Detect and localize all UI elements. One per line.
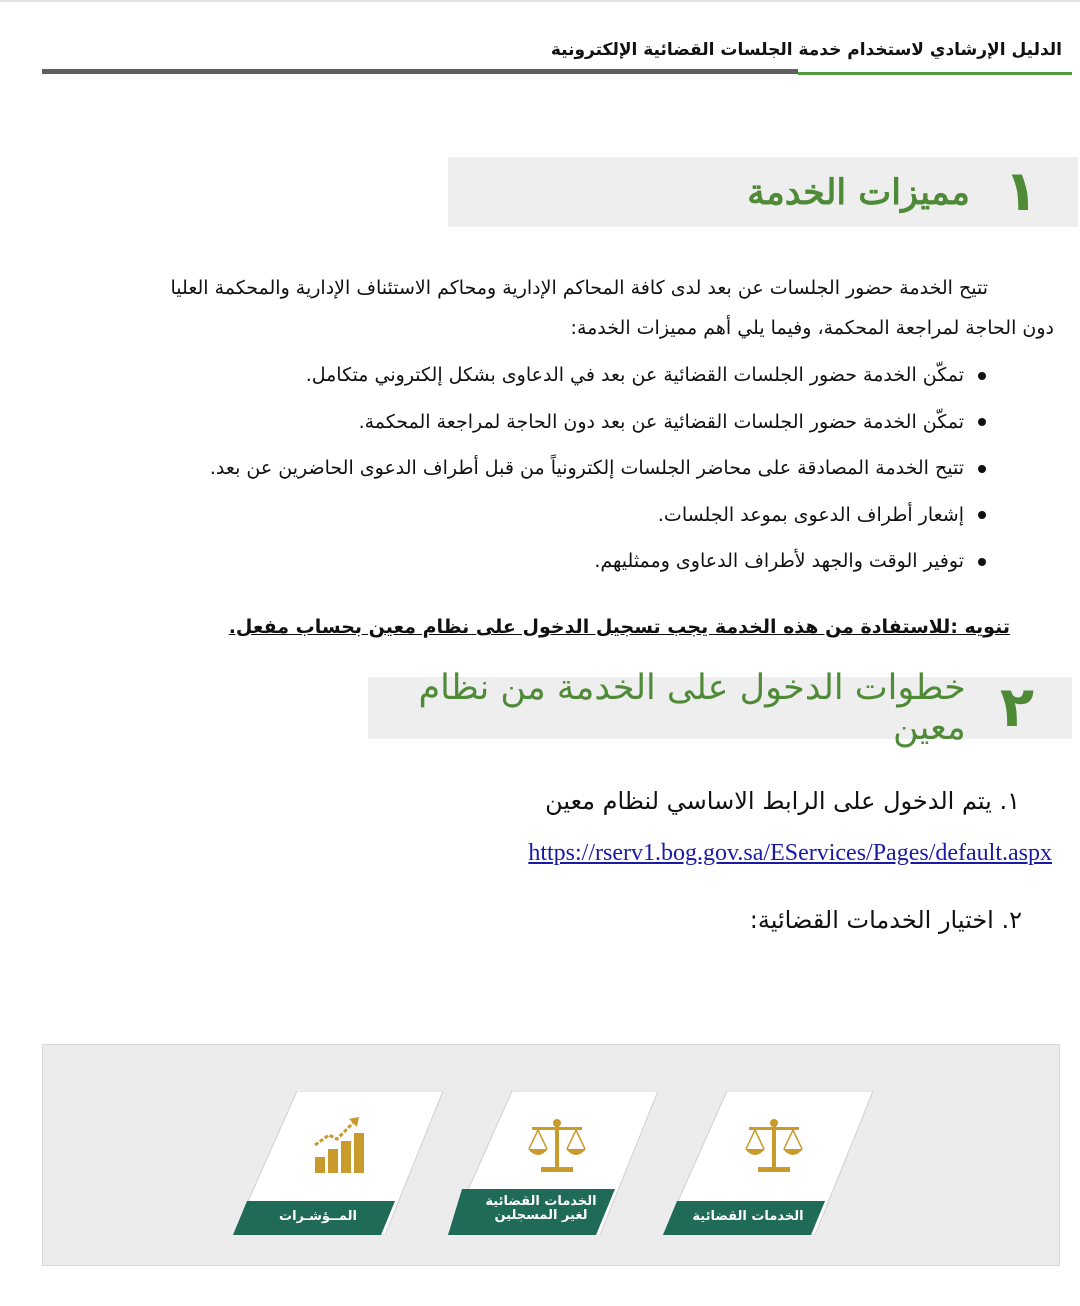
- intro-line-1: تتيح الخدمة حضور الجلسات عن بعد لدى كافة المحاكم الإدارية ومحاكم الاستئناف الإدارية والمحكمة العليا: [170, 277, 988, 299]
- feature-item: [210, 358, 986, 405]
- feature-item: [210, 498, 986, 545]
- intro-line-2: دون الحاجة لمراجعة المحكمة، وفيما يلي أهم مميزات الخدمة:: [570, 317, 1054, 339]
- section-2-title: خطوات الدخول على الخدمة من نظام معين: [418, 668, 966, 748]
- judicial-services-card[interactable]: [663, 1091, 873, 1235]
- feature-item: [210, 405, 986, 452]
- feature-item: [210, 451, 986, 498]
- services-screenshot-panel: [42, 1044, 1060, 1266]
- feature-text: تمكّن الخدمة حضور الجلسات القضائية عن بعد في الدعاوى بشكل إلكتروني متكامل.: [305, 364, 964, 386]
- unregistered-services-label: [476, 1195, 606, 1223]
- bullet-icon: [978, 372, 986, 380]
- judicial-services-label: الخدمات القضائية: [692, 1209, 804, 1224]
- bullet-icon: [978, 418, 986, 426]
- bullet-icon: [978, 511, 986, 519]
- features-list: [210, 358, 986, 591]
- bullet-icon: [978, 558, 986, 566]
- bullet-icon: [978, 465, 986, 473]
- top-rule: [0, 0, 1080, 2]
- unregistered-label-line-1: الخدمات القضائية: [485, 1194, 597, 1209]
- indicators-label: المــؤشـرات: [279, 1209, 357, 1224]
- feature-text: تتيح الخدمة المصادقة على محاضر الجلسات إلكترونياً من قبل أطراف الدعوى الحاضرين عن بعد.: [209, 457, 964, 479]
- header-divider-gray: [42, 69, 798, 74]
- section-2-number: ٢: [999, 675, 1034, 740]
- feature-text: إشعار أطراف الدعوى بموعد الجلسات.: [657, 503, 964, 526]
- feature-item: [210, 544, 986, 591]
- login-note: تنويه :للاستفادة من هذه الخدمة يجب تسجيل الدخول على نظام معين بحساب مفعل.: [228, 616, 1010, 638]
- section-1-number: ١: [1003, 159, 1038, 224]
- step-2-text: ٢. اختيار الخدمات القضائية:: [749, 906, 1022, 934]
- document-header-title: الدليل الإرشادي لاستخدام خدمة الجلسات القضائية الإلكترونية: [550, 40, 1062, 60]
- section-1-heading: [448, 157, 1078, 227]
- feature-text: تمكّن الخدمة حضور الجلسات القضائية عن بعد دون الحاجة لمراجعة المحكمة.: [358, 410, 964, 433]
- unregistered-services-card[interactable]: [448, 1091, 658, 1235]
- step-1-text: ١. يتم الدخول على الرابط الاساسي لنظام معين: [545, 787, 1020, 815]
- feature-text: توفير الوقت والجهد لأطراف الدعاوى وممثليهم.: [594, 550, 964, 572]
- section-1-title: مميزات الخدمة: [747, 171, 970, 213]
- header-divider-green: [798, 72, 1072, 75]
- eservices-link[interactable]: https://rserv1.bog.gov.sa/EServices/Pages/default.aspx: [528, 840, 1052, 866]
- section-2-heading: [368, 668, 1072, 748]
- unregistered-label-line-2: لغير المسجلين: [494, 1208, 588, 1223]
- indicators-card[interactable]: [233, 1091, 443, 1235]
